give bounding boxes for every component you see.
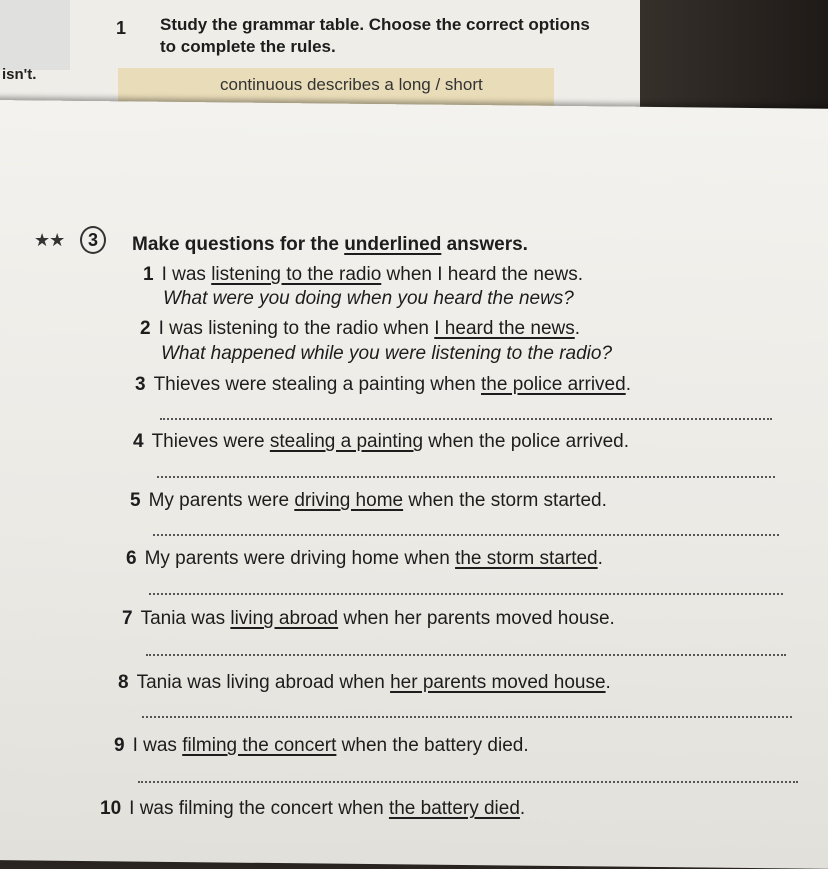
exercise-1-number: 1 <box>116 18 127 38</box>
exercise-1-instruction: Study the grammar table. Choose the correct options to complete the rules. <box>160 15 590 56</box>
exercise-3-title: Make questions for the underlined answers. <box>132 234 528 255</box>
exercise-item-9: 9 I was filming the concert when the battery died. <box>114 735 529 756</box>
answer-line-8[interactable] <box>142 716 792 718</box>
grammar-rule-partial: continuous describes a long / short <box>220 75 483 94</box>
exercise-item-7: 7 Tania was living abroad when her parents moved house. <box>122 608 615 629</box>
exercise-item-5: 5 My parents were driving home when the storm started. <box>130 490 607 511</box>
answer-line-6[interactable] <box>149 593 783 595</box>
exercise-item-4: 4 Thieves were stealing a painting when the police arrived. <box>133 431 629 452</box>
exercise-item-1: 1 I was listening to the radio when I heard the news. <box>143 264 584 285</box>
answer-line-7[interactable] <box>146 654 786 656</box>
exercise-item-8: 8 Tania was living abroad when her parents moved house. <box>118 672 611 693</box>
answer-line-5[interactable] <box>153 534 779 536</box>
answer-line-3[interactable] <box>160 418 772 420</box>
back-page-edge <box>0 0 70 70</box>
exercise-item-6: 6 My parents were driving home when the storm started. <box>126 548 603 569</box>
answer-line-9[interactable] <box>138 781 798 783</box>
difficulty-stars: ★★ <box>34 230 65 250</box>
exercise-item-10: 10 I was filming the concert when the battery died. <box>100 798 526 819</box>
answer-1: What were you doing when you heard the news? <box>163 288 574 309</box>
exercise-item-3: 3 Thieves were stealing a painting when the police arrived. <box>135 374 631 395</box>
exercise-3-number: 3 <box>80 226 106 254</box>
exercise-item-2: 2 I was listening to the radio when I heard the news. <box>140 318 581 339</box>
answer-line-4[interactable] <box>157 476 775 478</box>
answer-2: What happened while you were listening to the radio? <box>161 343 613 364</box>
title-underlined-word: underlined <box>344 234 442 255</box>
back-page-fragment: isn't. <box>2 66 37 83</box>
